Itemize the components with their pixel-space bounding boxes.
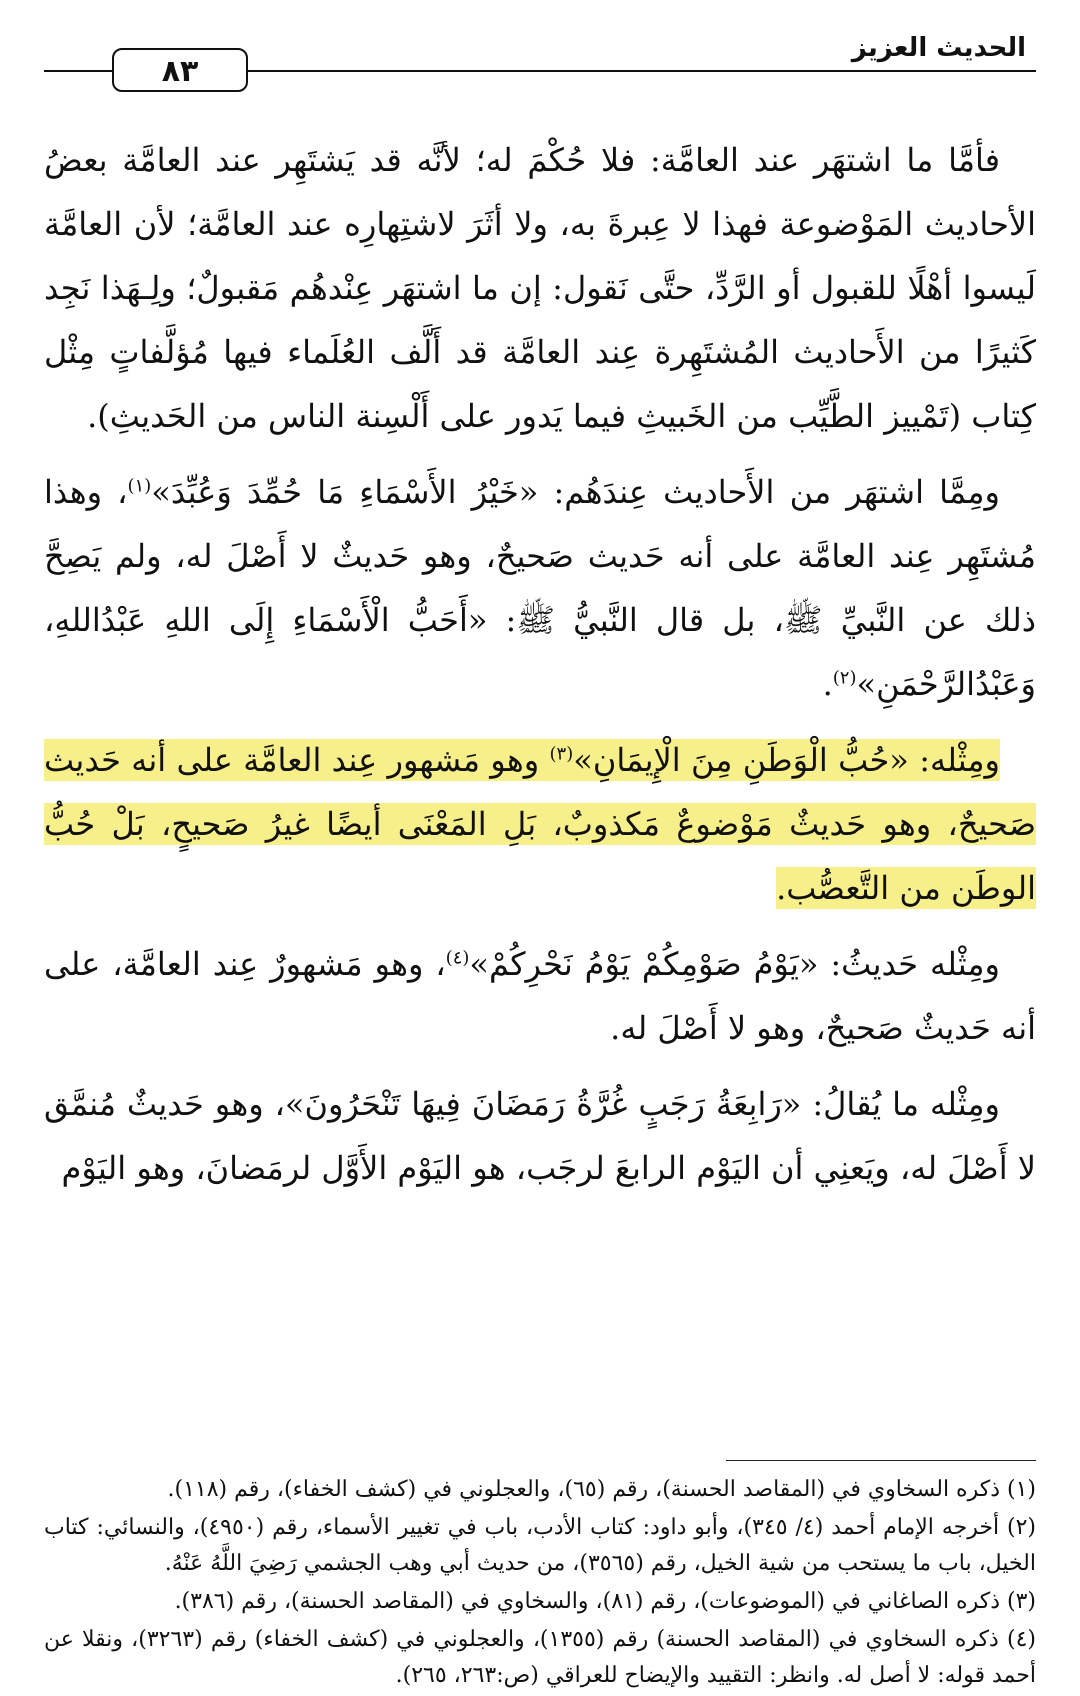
footnote-2: (٢) أخرجه الإمام أحمد (٤/ ٣٤٥)، وأبو داود: كتاب الأدب، باب في تغيير الأسماء، رقم (٤٩٥٠)، والنسائي: كتاب الخيل، باب ما يستحب من شية الخيل، رقم (٣٥٦٥)، من حديث أبي وهب الجشمي رَضِيَ اللَّهُ عَنْهُ. <box>44 1515 1037 1576</box>
running-title: الحديث العزيز <box>851 33 1026 63</box>
footnote-ref-3[interactable]: (٣) <box>549 743 574 765</box>
page-header <box>44 24 1036 94</box>
paragraph-2 <box>44 460 1036 716</box>
footnote-ref-2[interactable]: (٢) <box>832 667 857 689</box>
paragraph-3-highlighted <box>44 728 1036 920</box>
paragraph-1: فأمَّا ما اشتهَر عند العامَّة: فلا حُكْمَ له؛ لأنَّه قد يَشتَهِر عند العامَّة بعضُ الأحاديث المَوْضوعة فهذا لا عِبرةَ به، ولا أثَرَ لاشتِهارِه عند العامَّة؛ لأن العامَّة لَيسوا أهْلًا للقبول أو الرَّدِّ، حتَّى نَقول: إن ما اشتهَر عِنْدهُم مَقبولٌ؛ ولِـهَذا نَجِد كَثيرًا من الأَحاديث المُشتَهِرة عِند العامَّة قد أَلَّف العُلَماء فيها مُؤلَّفاتٍ مِثْل كِتاب (تَمْييز الطَّيِّب من الخَبيثِ فيما يَدور على أَلْسِنة الناس من الحَديثِ). <box>44 141 1037 435</box>
paragraph-2-text-a: ومِمَّا اشتهَر من الأَحاديث عِندَهُم: «خَيْرُ الأَسْمَاءِ مَا حُمِّدَ وَعُبِّدَ» <box>151 473 1001 511</box>
footnote-4: (٤) ذكره السخاوي في (المقاصد الحسنة) رقم (١٣٥٥)، والعجلوني في (كشف الخفاء) رقم (٣٢٦٣)، ونقلا عن أحمد قوله: لا أصل له. وانظر: التقييد والإيضاح للعراقي (ص:٢٦٣، ٢٦٥). <box>44 1627 1036 1688</box>
paragraph-2-text-c: . <box>822 665 833 703</box>
footnote-separator <box>726 1460 1036 1461</box>
paragraph-3-text-a: ومِثْله: «حُبُّ الْوَطَنِ مِنَ الْإِيمَانِ» <box>573 741 1001 779</box>
paragraph-2-text-b: ، وهذا مُشتَهِر عِند العامَّة على أنه حَديث صَحيحٌ، وهو حَديثٌ لا أَصْلَ له، ولم يَصِحَّ ذلك عن النَّبيِّ ﷺ، بل قال النَّبيُّ ﷺ: «أَحَبُّ الْأَسْمَاءِ إِلَى اللهِ عَبْدُاللهِ، وَعَبْدُالرَّحْمَنِ» <box>44 473 1036 703</box>
highlight-block <box>44 739 1036 909</box>
paragraph-3-text-b: وهو مَشهور عِند العامَّة على أنه حَديث صَحيحٌ، وهو حَديثٌ مَوْضوعٌ مَكذوبٌ، بَلِ المَعْنَى أيضًا غيرُ صَحيحٍ، بَلْ حُبُّ الوطَن من التَّعصُّب. <box>44 741 1036 907</box>
page-number: ٨٣ <box>112 48 248 92</box>
paragraph-4 <box>44 932 1036 1060</box>
main-text <box>44 128 1036 1212</box>
footnote-ref-1[interactable]: (١) <box>127 475 152 497</box>
paragraph-4-text-b: ، وهو مَشهورٌ عِند العامَّة، على أنه حَديثٌ صَحيحٌ، وهو لا أَصْلَ له. <box>44 945 1036 1047</box>
footnote-3: (٣) ذكره الصاغاني في (الموضوعات)، رقم (٨١)، والسخاوي في (المقاصد الحسنة)، رقم (٣٨٦). <box>174 1589 1036 1614</box>
footnote-1: (١) ذكره السخاوي في (المقاصد الحسنة)، رقم (٦٥)، والعجلوني في (كشف الخفاء)، رقم (١١٨). <box>167 1477 1036 1502</box>
footnote-ref-4[interactable]: (٤) <box>445 947 470 969</box>
footnotes <box>44 1472 1036 1696</box>
paragraph-4-text-a: ومِثْله حَديثُ: «يَوْمُ صَوْمِكُمْ يَوْمُ نَحْرِكُمْ» <box>469 945 1001 983</box>
paragraph-5: ومِثْله ما يُقالُ: «رَابِعَةُ رَجَبٍ غُرَّةُ رَمَضَانَ فِيهَا تَنْحَرُونَ»، وهو حَديثٌ مُنمَّق لا أَصْلَ له، ويَعنِي أن اليَوْم الرابعَ لرجَب، هو اليَوْم الأَوَّل لرمَضانَ، وهو اليَوْم <box>44 1085 1036 1187</box>
